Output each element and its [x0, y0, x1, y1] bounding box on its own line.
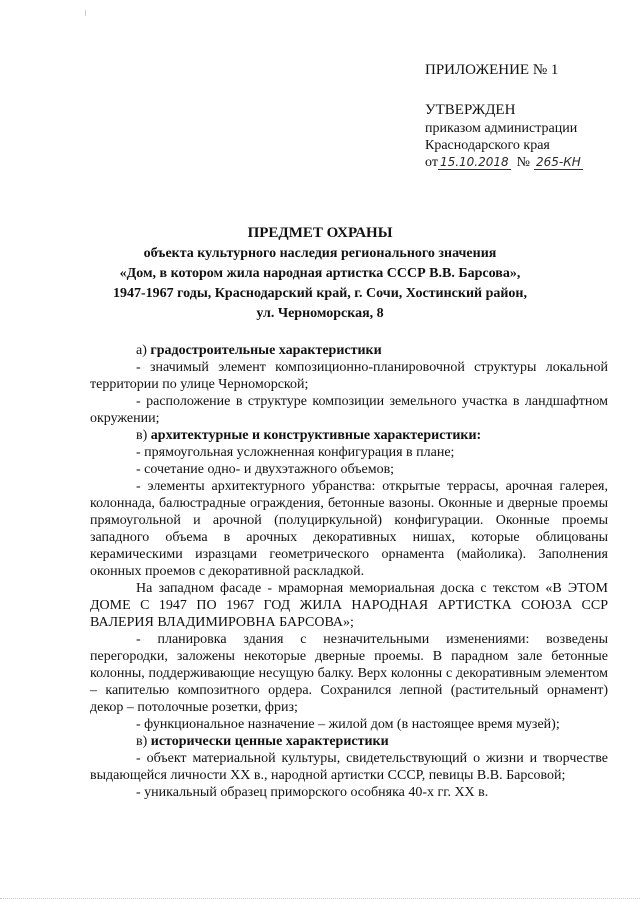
- section-c-title: исторически ценные характеристики: [150, 734, 389, 749]
- order-prefix: от: [425, 155, 438, 170]
- section-a-item-1: - значимый элемент композиционно-планировочной структуры локальной территории по улице Черноморской;: [90, 360, 608, 392]
- section-a-heading: [90, 342, 608, 359]
- section-b-prefix: в): [136, 428, 148, 443]
- order-date: 15.10.2018: [439, 155, 509, 169]
- section-b-title: архитектурные и конструктивные характеристики:: [150, 428, 482, 443]
- section-c-prefix: в): [136, 734, 148, 749]
- section-b-item-3: - элементы архитектурного убранства: открытые террасы, арочная галерея, колоннада, балюстрадные ограждения, бетонные вазоны. Оконные и дверные проемы прямоугольной и арочной (полуциркульной) конфигурации. Оконные проемы западного объема в арочных декоративных нишах, которые облицованы керамическими изразцами геометрического орнамента (майолика). Заполнения оконных проемов с декоративной раскладкой.: [90, 479, 608, 579]
- approval-block: [425, 100, 583, 171]
- order-reference: [425, 154, 583, 171]
- section-b-item-5: - планировка здания с незначительными изменениями: возведены перегородки, заложены некоторые дверные проемы. В парадном зале бетонные колонны, поддерживающие несущую балку. Верх колонны с декоративным элементом – капителью композитного ордера. Сохранился лепной (растительный орнамент) декор – потолочные розетки, фриз;: [90, 632, 608, 715]
- section-a-prefix: а): [136, 343, 147, 358]
- section-b-item-4: На западном фасаде - мраморная мемориальная доска с текстом «В ЭТОМ ДОМЕ С 1947 ПО 1967 ГОД ЖИЛА НАРОДНАЯ АРТИСТКА СОЮЗА ССР ВАЛЕРИЯ ВЛАДИМИРОВНА БАРСОВА»;: [90, 581, 608, 630]
- scan-edge-dots: [0, 898, 640, 899]
- title-line-3: «Дом, в котором жила народная артистка СССР В.В. Барсова»,: [119, 266, 521, 281]
- title-main: ПРЕДМЕТ ОХРАНЫ: [247, 225, 393, 241]
- section-b-item-2: - сочетание одно- и двухэтажного объемов;: [136, 462, 395, 477]
- scan-mark: [85, 10, 86, 16]
- section-c-item-1: - объект материальной культуры, свидетельствующий о жизни и творчестве выдающейся личности XX в., народной артистки СССР, певицы В.В. Барсовой;: [90, 751, 608, 783]
- section-b-item-6: - функциональное назначение – жилой дом (в настоящее время музей);: [136, 717, 560, 732]
- order-line-2: Краснодарского края: [425, 138, 550, 153]
- section-c-heading: [90, 733, 608, 750]
- title-line-2: объекта культурного наследия регионального значения: [143, 246, 497, 261]
- section-b-item-1: - прямоугольная усложненная конфигурация в плане;: [136, 445, 455, 460]
- order-number-label: №: [516, 155, 531, 170]
- title-line-5: ул. Черноморская, 8: [256, 306, 384, 321]
- section-b-heading: [90, 427, 608, 444]
- order-line-1: приказом администрации: [425, 121, 578, 136]
- document-title: [90, 223, 550, 324]
- title-line-4: 1947-1967 годы, Краснодарский край, г. Сочи, Хостинский район,: [112, 286, 528, 301]
- section-a-item-2: - расположение в структуре композиции земельного участка в ландшафтном окружении;: [90, 394, 608, 426]
- section-a-title: градостроительные характеристики: [150, 343, 382, 358]
- document-body: [90, 342, 608, 801]
- section-c-item-2: - уникальный образец приморского особняка 40-х гг. XX в.: [136, 785, 489, 800]
- appendix-label: ПРИЛОЖЕНИЕ № 1: [425, 62, 559, 78]
- order-number: 265-КН: [536, 155, 581, 169]
- approved-label: УТВЕРЖДЕН: [425, 102, 516, 118]
